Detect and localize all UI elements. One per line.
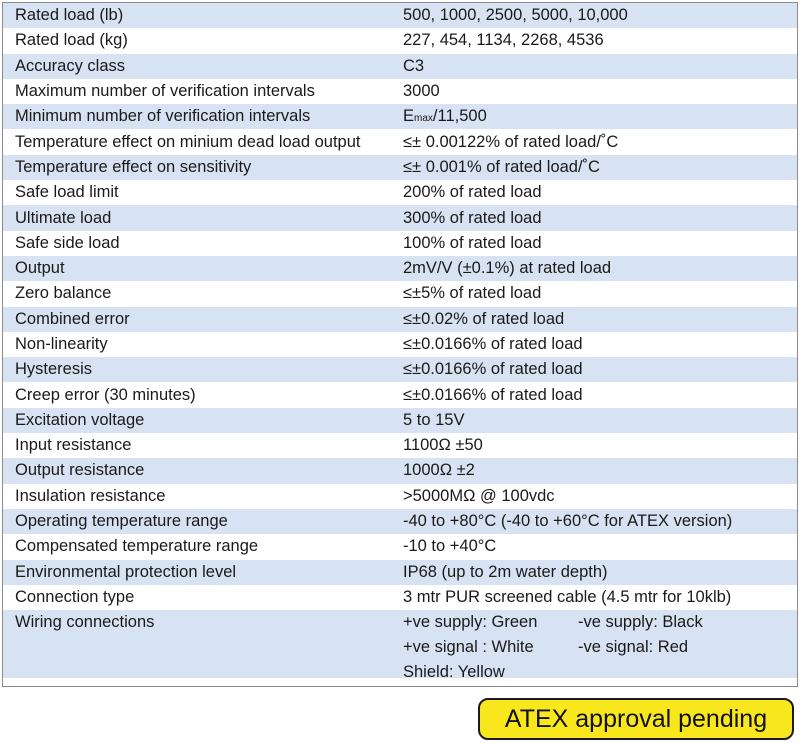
spec-row-compensated-temp bbox=[3, 534, 797, 559]
spec-value: 300% of rated load bbox=[403, 208, 542, 227]
spec-value: 227, 454, 1134, 2268, 4536 bbox=[403, 31, 604, 50]
spec-label: Excitation voltage bbox=[15, 410, 145, 429]
spec-row-excitation-voltage bbox=[3, 408, 797, 433]
spec-label: Temperature effect on sensitivity bbox=[15, 157, 252, 176]
wiring-pos-signal: +ve signal : White bbox=[403, 638, 534, 657]
spec-label: Wiring connections bbox=[15, 613, 155, 632]
spec-label: Creep error (30 minutes) bbox=[15, 385, 196, 404]
spec-row-input-resistance bbox=[3, 433, 797, 458]
spec-label: Safe load limit bbox=[15, 183, 119, 202]
wiring-neg-signal: -ve signal: Red bbox=[578, 638, 689, 657]
spec-value: ≤±0.02% of rated load bbox=[403, 309, 565, 328]
emax-symbol: E bbox=[403, 107, 415, 126]
spec-value: 1100Ω ±50 bbox=[403, 436, 483, 455]
emax-subscript: max bbox=[414, 113, 433, 125]
spec-label: Zero balance bbox=[15, 284, 112, 303]
spec-label: Minimum number of verification intervals bbox=[15, 107, 311, 126]
atex-approval-text: ATEX approval pending bbox=[504, 704, 768, 733]
spec-row-accuracy-class bbox=[3, 54, 797, 79]
spec-value: ≤± 0.00122% of rated load/˚C bbox=[403, 132, 619, 151]
spec-value: ≤±5% of rated load bbox=[403, 284, 542, 303]
spec-label: Environmental protection level bbox=[15, 562, 237, 581]
wiring-pos-supply: +ve supply: Green bbox=[403, 613, 538, 632]
spec-row-ultimate-load bbox=[3, 205, 797, 230]
spec-label: Compensated temperature range bbox=[15, 537, 259, 556]
spec-value: C3 bbox=[403, 56, 425, 75]
spec-value bbox=[397, 107, 797, 126]
spec-value: 1000Ω ±2 bbox=[403, 461, 475, 480]
spec-value: IP68 (up to 2m water depth) bbox=[403, 562, 608, 581]
spec-value: ≤± 0.001% of rated load/˚C bbox=[403, 157, 600, 176]
spec-table bbox=[2, 2, 798, 687]
spec-row-creep-error bbox=[3, 382, 797, 407]
spec-row-temp-effect-dead-load bbox=[3, 129, 797, 154]
spec-label: Operating temperature range bbox=[15, 512, 228, 531]
spec-label: Temperature effect on minium dead load output bbox=[15, 132, 361, 151]
spec-value: -10 to +40°C bbox=[403, 537, 497, 556]
spec-row-output-resistance bbox=[3, 458, 797, 483]
spec-value: 200% of rated load bbox=[403, 183, 542, 202]
spec-row-insulation-resistance bbox=[3, 484, 797, 509]
spec-label: Safe side load bbox=[15, 233, 120, 252]
spec-value: 100% of rated load bbox=[403, 233, 542, 252]
spec-row-hysteresis bbox=[3, 357, 797, 382]
spec-value: ≤±0.0166% of rated load bbox=[403, 385, 583, 404]
spec-label: Rated load (kg) bbox=[15, 31, 128, 50]
spec-label: Rated load (lb) bbox=[15, 6, 124, 25]
spec-value: 500, 1000, 2500, 5000, 10,000 bbox=[403, 6, 628, 25]
spec-row-non-linearity bbox=[3, 332, 797, 357]
spec-label: Hysteresis bbox=[15, 360, 93, 379]
spec-label: Input resistance bbox=[15, 436, 132, 455]
emax-ratio: /11,500 bbox=[432, 107, 487, 126]
wiring-shield: Shield: Yellow bbox=[403, 663, 505, 682]
spec-row-min-intervals bbox=[3, 104, 797, 129]
spec-row-wiring-connections bbox=[3, 610, 797, 682]
spec-value: >5000MΩ @ 100vdc bbox=[403, 486, 555, 505]
spec-row-connection-type bbox=[3, 585, 797, 610]
spec-row-safe-load-limit bbox=[3, 180, 797, 205]
spec-value: 2mV/V (±0.1%) at rated load bbox=[403, 259, 612, 278]
spec-label: Accuracy class bbox=[15, 56, 126, 75]
spec-label: Connection type bbox=[15, 587, 135, 606]
spec-label: Insulation resistance bbox=[15, 486, 166, 505]
spec-value: ≤±0.0166% of rated load bbox=[403, 360, 583, 379]
spec-row-combined-error bbox=[3, 307, 797, 332]
spec-label: Combined error bbox=[15, 309, 130, 328]
spec-row-operating-temp bbox=[3, 509, 797, 534]
spec-label: Maximum number of verification intervals bbox=[15, 82, 315, 101]
spec-label: Output bbox=[15, 259, 65, 278]
spec-row-output bbox=[3, 256, 797, 281]
spec-label: Ultimate load bbox=[15, 208, 112, 227]
spec-row-protection-level bbox=[3, 560, 797, 585]
spec-label: Output resistance bbox=[15, 461, 145, 480]
spec-value: 3000 bbox=[403, 82, 440, 101]
wiring-neg-supply: -ve supply: Black bbox=[578, 613, 703, 632]
spec-row-rated-load-kg bbox=[3, 28, 797, 53]
spec-row-temp-effect-sensitivity bbox=[3, 155, 797, 180]
spec-value: -40 to +80°C (-40 to +60°C for ATEX version) bbox=[403, 512, 733, 531]
spec-value: 3 mtr PUR screened cable (4.5 mtr for 10klb) bbox=[403, 587, 732, 606]
spec-row-max-intervals bbox=[3, 79, 797, 104]
spec-row-safe-side-load bbox=[3, 231, 797, 256]
wiring-grid bbox=[397, 610, 748, 688]
spec-value: 5 to 15V bbox=[403, 410, 465, 429]
spec-value: ≤±0.0166% of rated load bbox=[403, 335, 583, 353]
spec-label: Non-linearity bbox=[15, 335, 108, 353]
spec-row-rated-load-lb bbox=[3, 3, 797, 28]
spec-row-zero-balance bbox=[3, 281, 797, 306]
atex-approval-badge bbox=[478, 698, 794, 740]
